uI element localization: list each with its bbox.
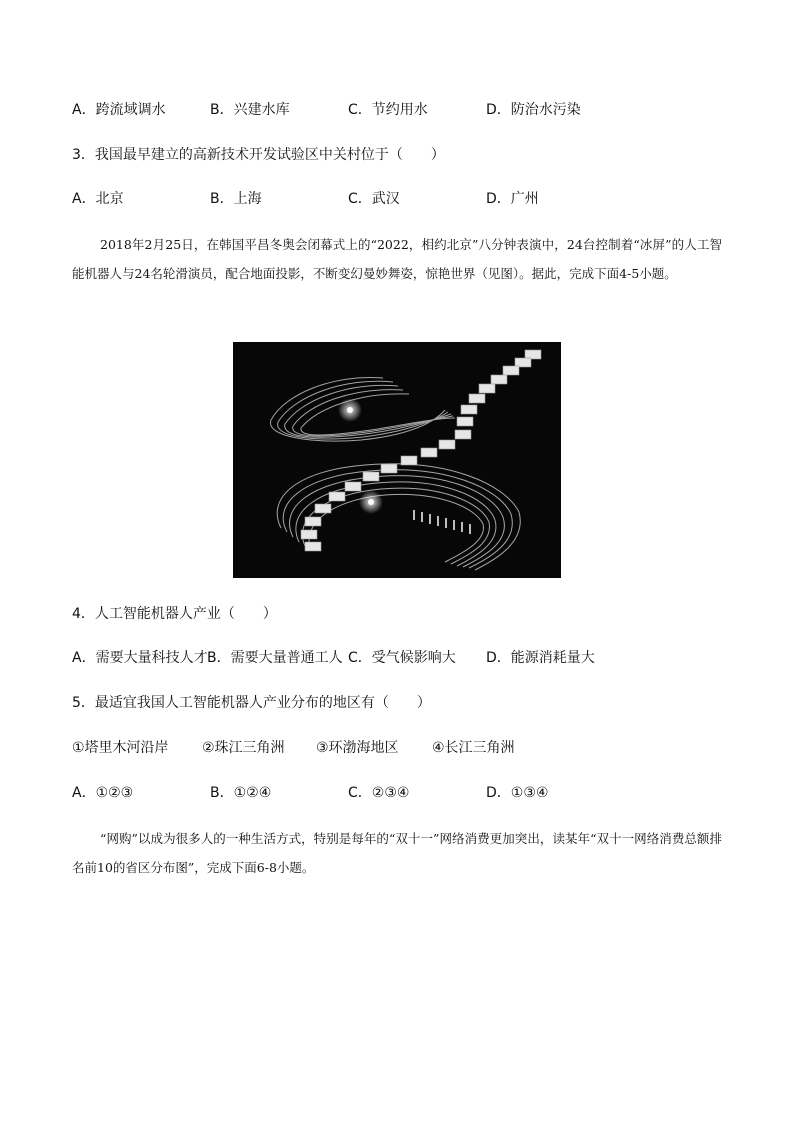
q5-option-d: D．①③④ bbox=[486, 785, 549, 801]
q2-option-a: A．跨流域调水 bbox=[72, 102, 166, 118]
q5-item-2: ②珠江三角洲 bbox=[202, 740, 285, 756]
passage-online-shopping: “网购”以成为很多人的一种生活方式，特别是每年的“双十一”网络消费更加突出，读某年“双十一网络消费总额排名前10的省区分布图”，完成下面6-8小题。 bbox=[72, 831, 722, 875]
q4-option-d: D．能源消耗量大 bbox=[486, 650, 595, 666]
q3-stem: 3．我国最早建立的高新技术开发试验区中关村位于（ ） bbox=[72, 147, 445, 163]
q3-option-d: D．广州 bbox=[486, 191, 539, 207]
q3-option-b: B．上海 bbox=[210, 191, 262, 207]
q4-option-c: C．受气候影响大 bbox=[348, 650, 456, 666]
q4-stem: 4．人工智能机器人产业（ ） bbox=[72, 606, 277, 622]
q3-option-a: A．北京 bbox=[72, 191, 124, 207]
q3-option-c: C．武汉 bbox=[348, 191, 400, 207]
q5-item-4: ④长江三角洲 bbox=[432, 740, 515, 756]
q2-option-b: B．兴建水库 bbox=[210, 102, 290, 118]
performance-photo bbox=[233, 342, 561, 578]
q2-option-c: C．节约用水 bbox=[348, 102, 428, 118]
q5-item-3: ③环渤海地区 bbox=[316, 740, 399, 756]
q4-option-a: A．需要大量科技人才 bbox=[72, 650, 208, 666]
q5-option-c: C．②③④ bbox=[348, 785, 410, 801]
q5-stem: 5．最适宜我国人工智能机器人产业分布的地区有（ ） bbox=[72, 695, 431, 711]
q5-option-b: B．①②④ bbox=[210, 785, 272, 801]
q5-item-1: ①塔里木河沿岸 bbox=[72, 740, 169, 756]
passage-robots: 2018年2月25日，在韩国平昌冬奥会闭幕式上的“2022，相约北京”八分钟表演中，24台控制着“冰屏”的人工智能机器人与24名轮滑演员，配合地面投影，不断变幻曼妙舞姿，惊艳世界（见图）。据此，完成下面4-5小题。 bbox=[72, 237, 722, 281]
q2-option-d: D．防治水污染 bbox=[486, 102, 581, 118]
q5-option-a: A．①②③ bbox=[72, 785, 134, 801]
q4-option-b: B．需要大量普通工人 bbox=[207, 650, 343, 666]
